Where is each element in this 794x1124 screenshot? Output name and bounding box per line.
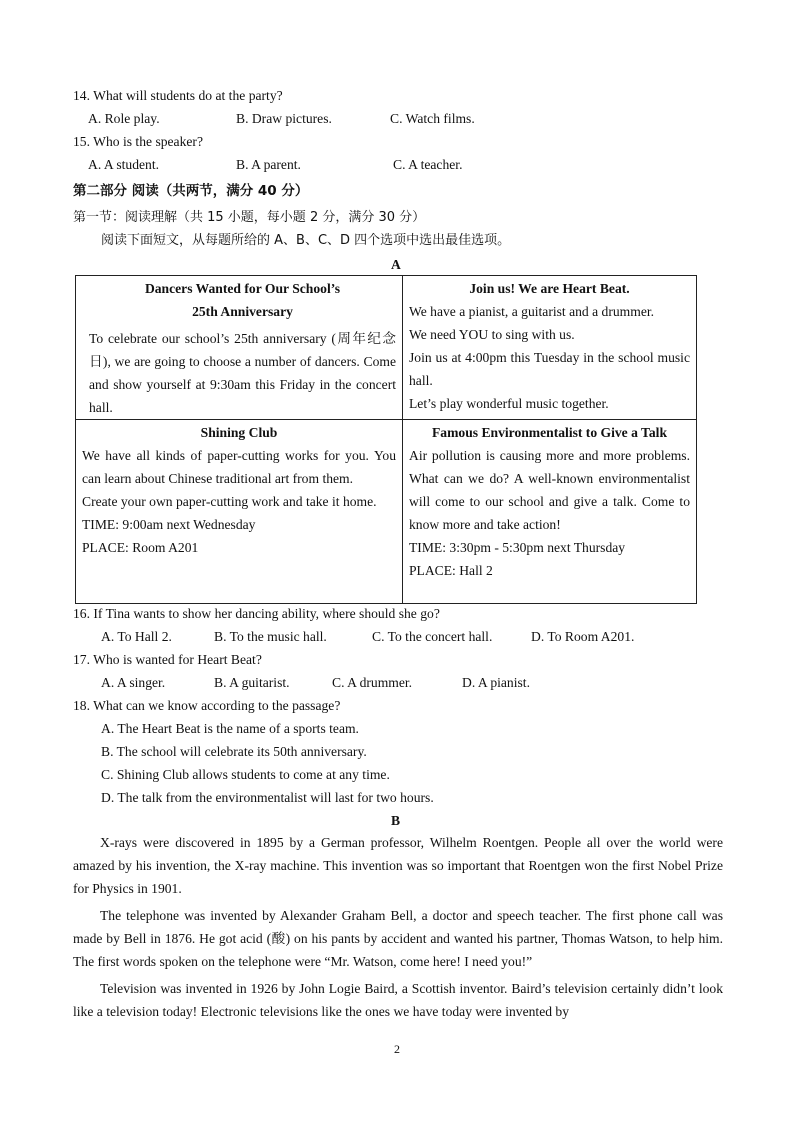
notice-heart-beat — [403, 276, 697, 420]
notice-dancers-subtitle: 25th Anniversary — [192, 304, 293, 319]
option-d: D. To Room A201. — [531, 629, 635, 644]
section-instruction: 阅读下面短文，从每题所给的 A、B、C、D 四个选项中选出最佳选项。 — [101, 233, 511, 248]
question-14: 14. What will students do at the party? — [73, 88, 283, 103]
option-d: D. A pianist. — [462, 675, 530, 690]
notice-shining-club-time: TIME: 9:00am next Wednesday — [82, 517, 256, 532]
notice-environmentalist — [403, 420, 697, 604]
section-subtitle: 第一节：阅读理解（共 15 小题，每小题 2 分，满分 30 分） — [73, 210, 426, 225]
section-title: 第二部分 阅读（共两节，满分 40 分） — [73, 183, 309, 199]
question-15: 15. Who is the speaker? — [73, 134, 203, 149]
option-a: A. To Hall 2. — [101, 629, 172, 644]
question-17: 17. Who is wanted for Heart Beat? — [73, 652, 262, 667]
notice-dancers — [76, 276, 403, 420]
option-b: B. To the music hall. — [214, 629, 327, 644]
option-a: A. The Heart Beat is the name of a sports team. — [101, 721, 359, 736]
option-b: B. A parent. — [236, 157, 301, 172]
option-d: D. The talk from the environmentalist will last for two hours. — [101, 790, 434, 805]
option-b: B. Draw pictures. — [236, 111, 332, 126]
option-b: B. The school will celebrate its 50th anniversary. — [101, 744, 367, 759]
option-b: B. A guitarist. — [214, 675, 290, 690]
notice-environmentalist-time: TIME: 3:30pm - 5:30pm next Thursday — [409, 540, 626, 555]
notice-table — [75, 275, 697, 604]
notice-heart-beat-line: Join us at 4:00pm this Tuesday in the school music hall. — [409, 350, 690, 388]
notice-shining-club — [76, 420, 403, 604]
passage-b-label: B — [391, 813, 401, 828]
notice-heart-beat-line: We need YOU to sing with us. — [409, 327, 575, 342]
question-18: 18. What can we know according to the passage? — [73, 698, 341, 713]
option-a: A. A student. — [88, 157, 159, 172]
question-16: 16. If Tina wants to show her dancing ability, where should she go? — [73, 606, 440, 621]
option-c: C. Shining Club allows students to come at any time. — [101, 767, 390, 782]
notice-environmentalist-title: Famous Environmentalist to Give a Talk — [431, 425, 668, 440]
notice-shining-club-line: We have all kinds of paper-cutting works for you. You can learn about Chinese traditional art from them. — [82, 448, 396, 486]
notice-shining-club-title: Shining Club — [200, 425, 278, 440]
passage-b-paragraph: Television was invented in 1926 by John Logie Baird, a Scottish inventor. Baird’s television certainly didn’t look like a television today! Electronic televisions like the ones we have today were invented by — [73, 981, 723, 1019]
notice-heart-beat-line: We have a pianist, a guitarist and a drummer. — [409, 304, 655, 319]
notice-dancers-title: Dancers Wanted for Our School’s — [144, 281, 341, 296]
option-a: A. A singer. — [101, 675, 166, 690]
notice-environmentalist-place: PLACE: Hall 2 — [409, 563, 493, 578]
option-c: C. A drummer. — [332, 675, 413, 690]
passage-a-label: A — [391, 257, 401, 272]
option-c: C. To the concert hall. — [372, 629, 493, 644]
option-c: C. A teacher. — [393, 157, 463, 172]
passage-b-paragraph: X-rays were discovered in 1895 by a German professor, Wilhelm Roentgen. People all over the world were amazed by his invention, the X-ray machine. This invention was so important that Roentgen won the first Nobel Prize for Physics in 1901. — [73, 835, 723, 896]
page-number: 2 — [394, 1042, 400, 1056]
passage-b-paragraph: The telephone was invented by Alexander Graham Bell, a doctor and speech teacher. The first phone call was made by Bell in 1876. He got acid (酸) on his pants by accident and wanted his partner, Thomas Watson, to help him. The first words spoken on the telephone were “Mr. Watson, come here! I need you!” — [73, 908, 723, 969]
option-a: A. Role play. — [88, 111, 160, 126]
notice-heart-beat-title: Join us! We are Heart Beat. — [469, 281, 630, 296]
notice-shining-club-line: Create your own paper-cutting work and take it home. — [82, 494, 377, 509]
notice-heart-beat-line: Let’s play wonderful music together. — [409, 396, 609, 411]
option-c: C. Watch films. — [390, 111, 475, 126]
notice-shining-club-place: PLACE: Room A201 — [82, 540, 199, 555]
notice-dancers-body: To celebrate our school’s 25th anniversary (周年纪念日), we are going to choose a number of dancers. Come and show yourself at 9:30am this Friday in the concert hall. — [89, 331, 396, 415]
notice-environmentalist-line: Air pollution is causing more and more problems. What can we do? A well-known environmentalist will come to our school and give a talk. Come to know more and take action! — [409, 448, 690, 532]
